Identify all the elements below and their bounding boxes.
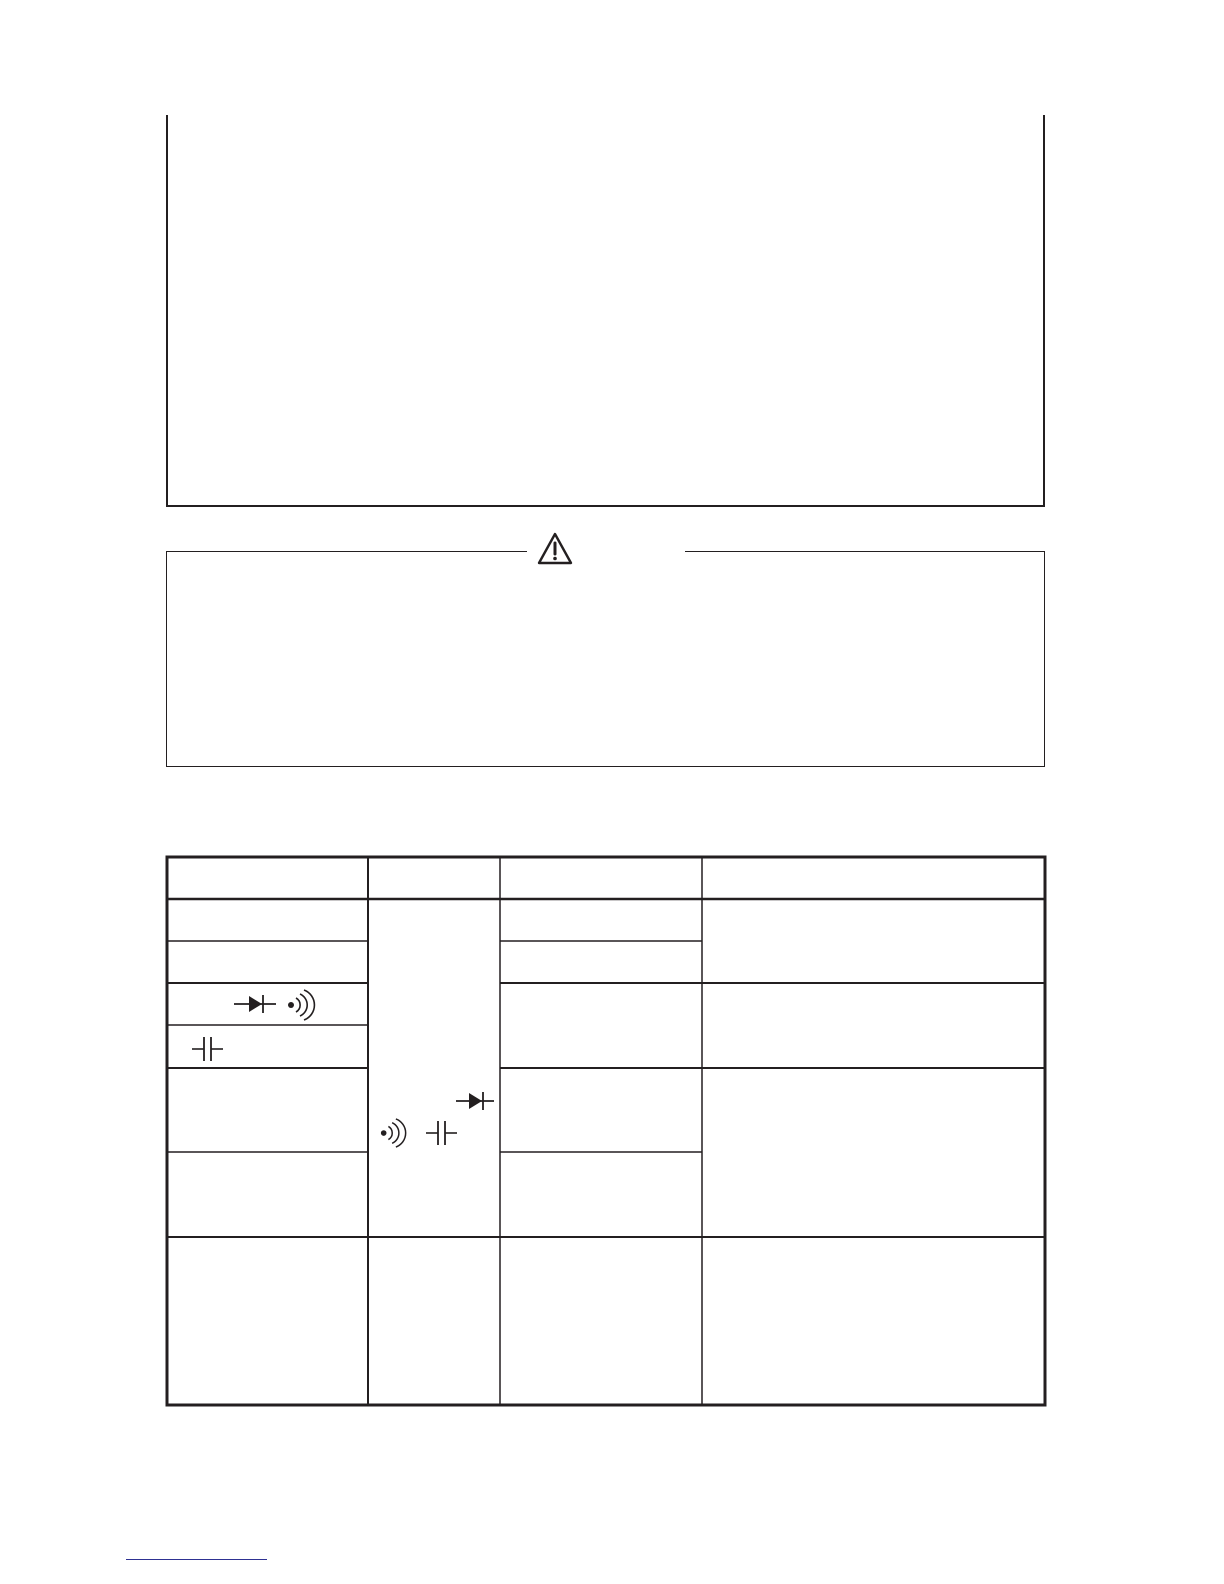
footer-rule <box>126 1559 267 1560</box>
capacitor-icon <box>190 1034 226 1064</box>
diode-icon <box>454 1087 496 1115</box>
continuity-buzzer-icon <box>286 988 318 1022</box>
warning-triangle-icon <box>536 531 574 567</box>
measurement-table <box>160 850 1052 1412</box>
warning-box <box>166 551 1045 767</box>
continuity-buzzer-icon <box>379 1116 409 1150</box>
diode-icon <box>232 990 278 1018</box>
top-content-box <box>166 115 1045 507</box>
table-outer-border <box>167 857 1045 1405</box>
capacitor-icon <box>424 1118 460 1148</box>
